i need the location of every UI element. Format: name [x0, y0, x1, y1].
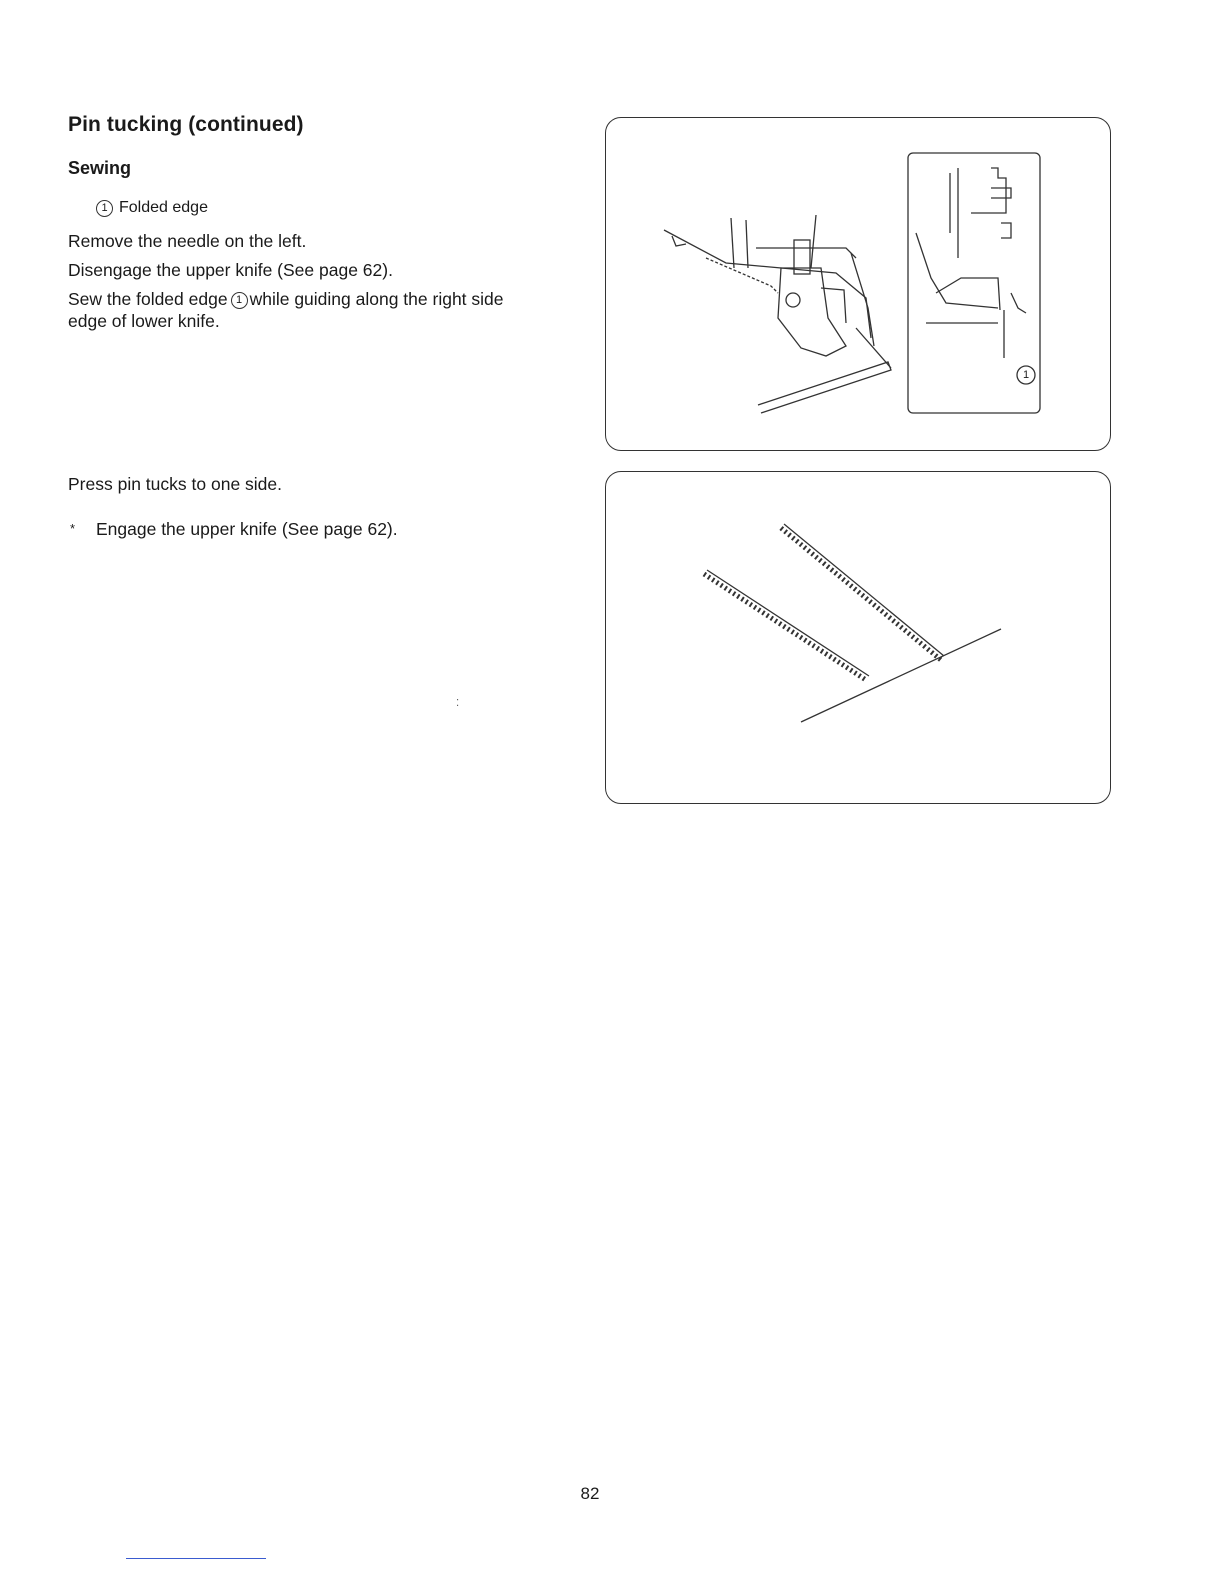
scan-speck: ⁚ — [456, 698, 460, 709]
inline-callout-number: 1 — [231, 292, 248, 309]
step-1: Remove the needle on the left. — [68, 231, 307, 251]
step-3-text: Sew the folded edge — [68, 289, 228, 309]
footer-rule — [126, 1558, 266, 1559]
figure-callout-number: 1 — [1022, 369, 1030, 381]
page-number: 82 — [580, 1484, 600, 1503]
legend-item — [96, 199, 208, 217]
step-3-line-2: edge of lower knife. — [68, 311, 220, 331]
note-marker: * — [70, 521, 76, 536]
figure-sewing-folded-edge — [605, 117, 1111, 451]
press-instruction: Press pin tucks to one side. — [68, 474, 282, 494]
step-3-continuation: while guiding along the right side — [249, 289, 504, 309]
figure-finished-pin-tucks — [605, 471, 1111, 804]
legend-number: 1 — [96, 200, 113, 217]
note-text: Engage the upper knife (See page 62). — [96, 519, 398, 539]
note — [70, 519, 398, 540]
section-heading: Sewing — [68, 158, 132, 178]
legend-label: Folded edge — [119, 199, 208, 216]
step-3 — [68, 288, 588, 332]
page-title: Pin tucking (continued) — [68, 113, 304, 136]
step-2: Disengage the upper knife (See page 62). — [68, 260, 393, 280]
pin-tucks-illustration — [606, 472, 1110, 803]
sewing-illustration — [606, 118, 1110, 450]
